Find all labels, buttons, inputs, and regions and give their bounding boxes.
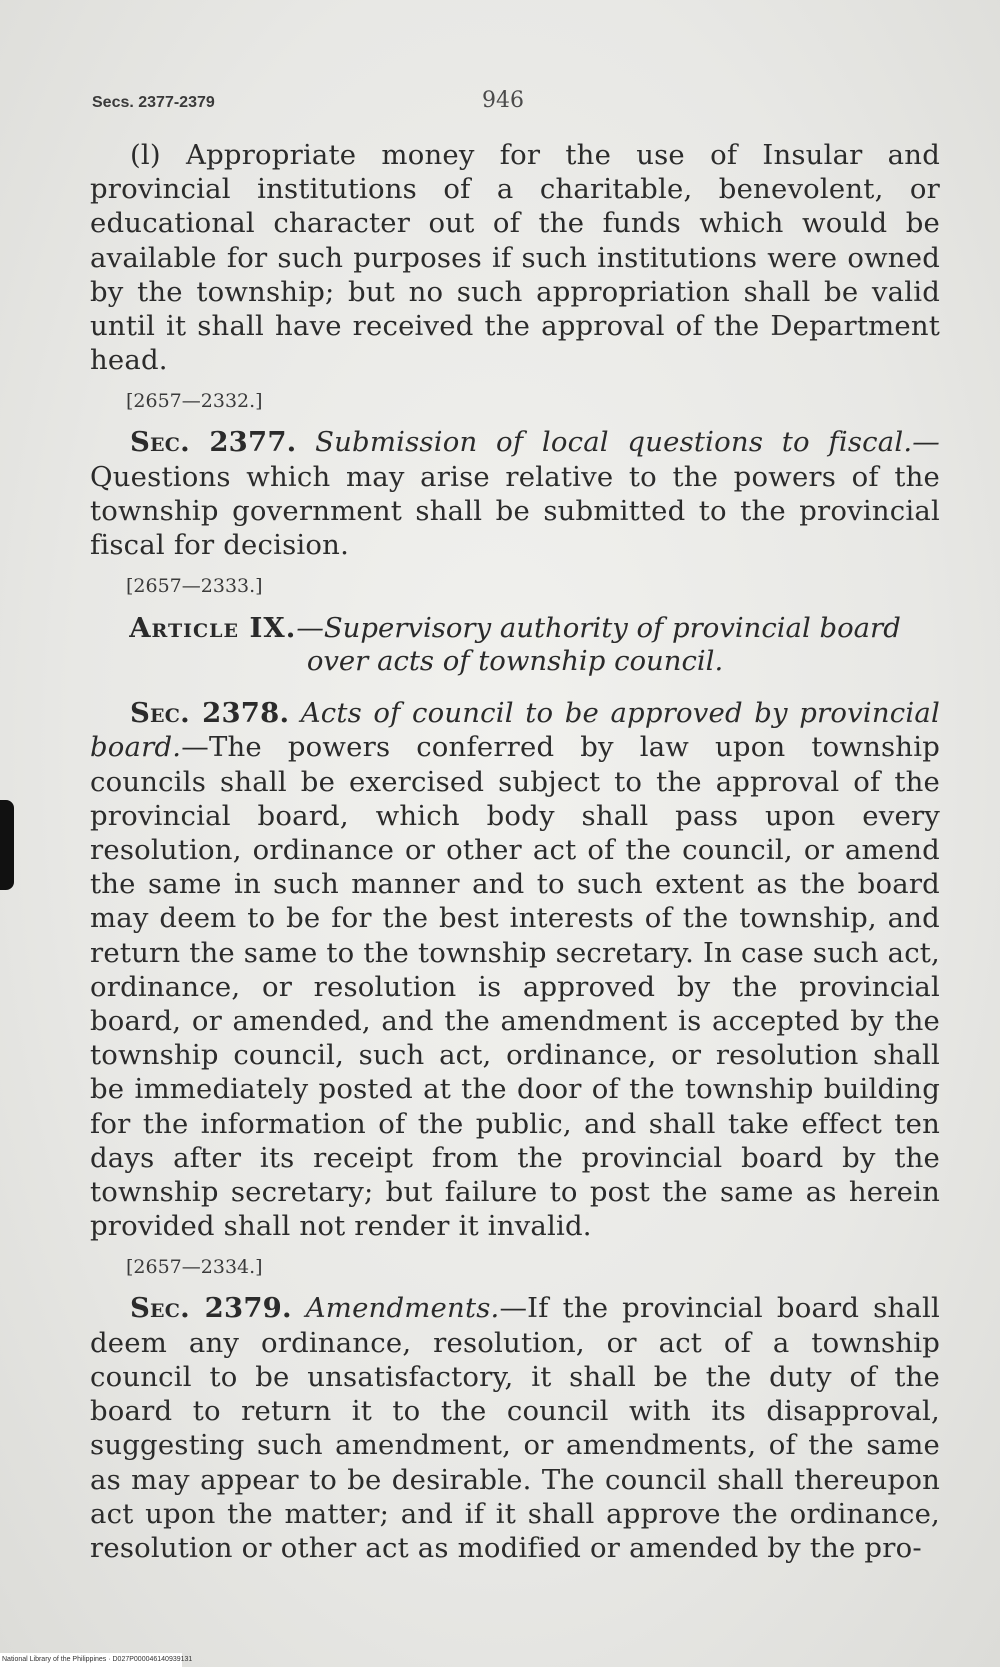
section-label: Sec. 2378. xyxy=(130,697,290,730)
section-2377 xyxy=(90,425,940,562)
article-heading xyxy=(90,612,940,678)
paragraph-l: (l) Appropriate money for the use of Insular and provincial institutions of a charitable, benevolent, or educational character out of the funds which would be available for such purposes if such institutions were owned by the township; but no such appropriation shall be valid until it shall have received the approval of the Department head. xyxy=(90,139,940,377)
section-body: Questions which may arise relative to the powers of the township government shall be submitted to the provincial fiscal for decision. xyxy=(90,460,940,562)
section-label: Sec. 2377. xyxy=(130,426,297,459)
section-title: Submission of local questions to fiscal.— xyxy=(315,426,940,459)
page-number: 946 xyxy=(482,88,524,113)
scan-credit: National Library of the Philippines · D027P000046140939131 xyxy=(0,1653,182,1667)
section-range: Secs. 2377-2379 xyxy=(92,94,215,111)
citation: [2657—2334.] xyxy=(126,1256,263,1279)
body-text xyxy=(90,138,940,1565)
running-header xyxy=(90,88,940,118)
article-title-line-1: —Supervisory authority of provincial board xyxy=(296,612,901,645)
section-title: Acts of council to be approved by provincial board. xyxy=(90,697,940,764)
section-body: —The powers conferred by law upon township councils shall be exercised subject to the approval of the provincial board, which body shall pass upon every resolution, ordinance or other act of the council, or amend the same in such manner and to such extent as the board may deem to be for the best interests of the township, and return the same to the township secretary. In case such act, ordinance, or resolution is approved by the provincial board, or amended, and the amendment is accepted by the township council, such act, ordinance, or resolution shall be immediately posted at the door of the township building for the information of the public, and shall take effect ten days after its receipt from the provincial board by the township secretary; but failure to post the same as herein provided shall not render it invalid. xyxy=(90,731,940,1243)
binding-shadow xyxy=(0,800,14,890)
citation: [2657—2333.] xyxy=(126,575,263,598)
citation: [2657—2332.] xyxy=(126,390,263,413)
article-heading-line-1 xyxy=(90,612,940,645)
section-body: —If the provincial board shall deem any ordinance, resolution, or act of a township council to be unsatisfactory, it shall be the duty of the board to return it to the council with its disapproval, suggesting such amendment, or amendments, of the same as may appear to be desirable. The council shall thereupon act upon the matter; and if it shall approve the ordinance, resolution or other act as modified or amended by the pro- xyxy=(90,1292,940,1564)
article-label: Article IX. xyxy=(129,612,297,645)
section-title: Amendments. xyxy=(305,1292,500,1325)
section-2379 xyxy=(90,1291,940,1565)
section-2378 xyxy=(90,696,940,1243)
article-title-line-2: over acts of township council. xyxy=(306,645,724,678)
section-label: Sec. 2379. xyxy=(130,1292,292,1325)
